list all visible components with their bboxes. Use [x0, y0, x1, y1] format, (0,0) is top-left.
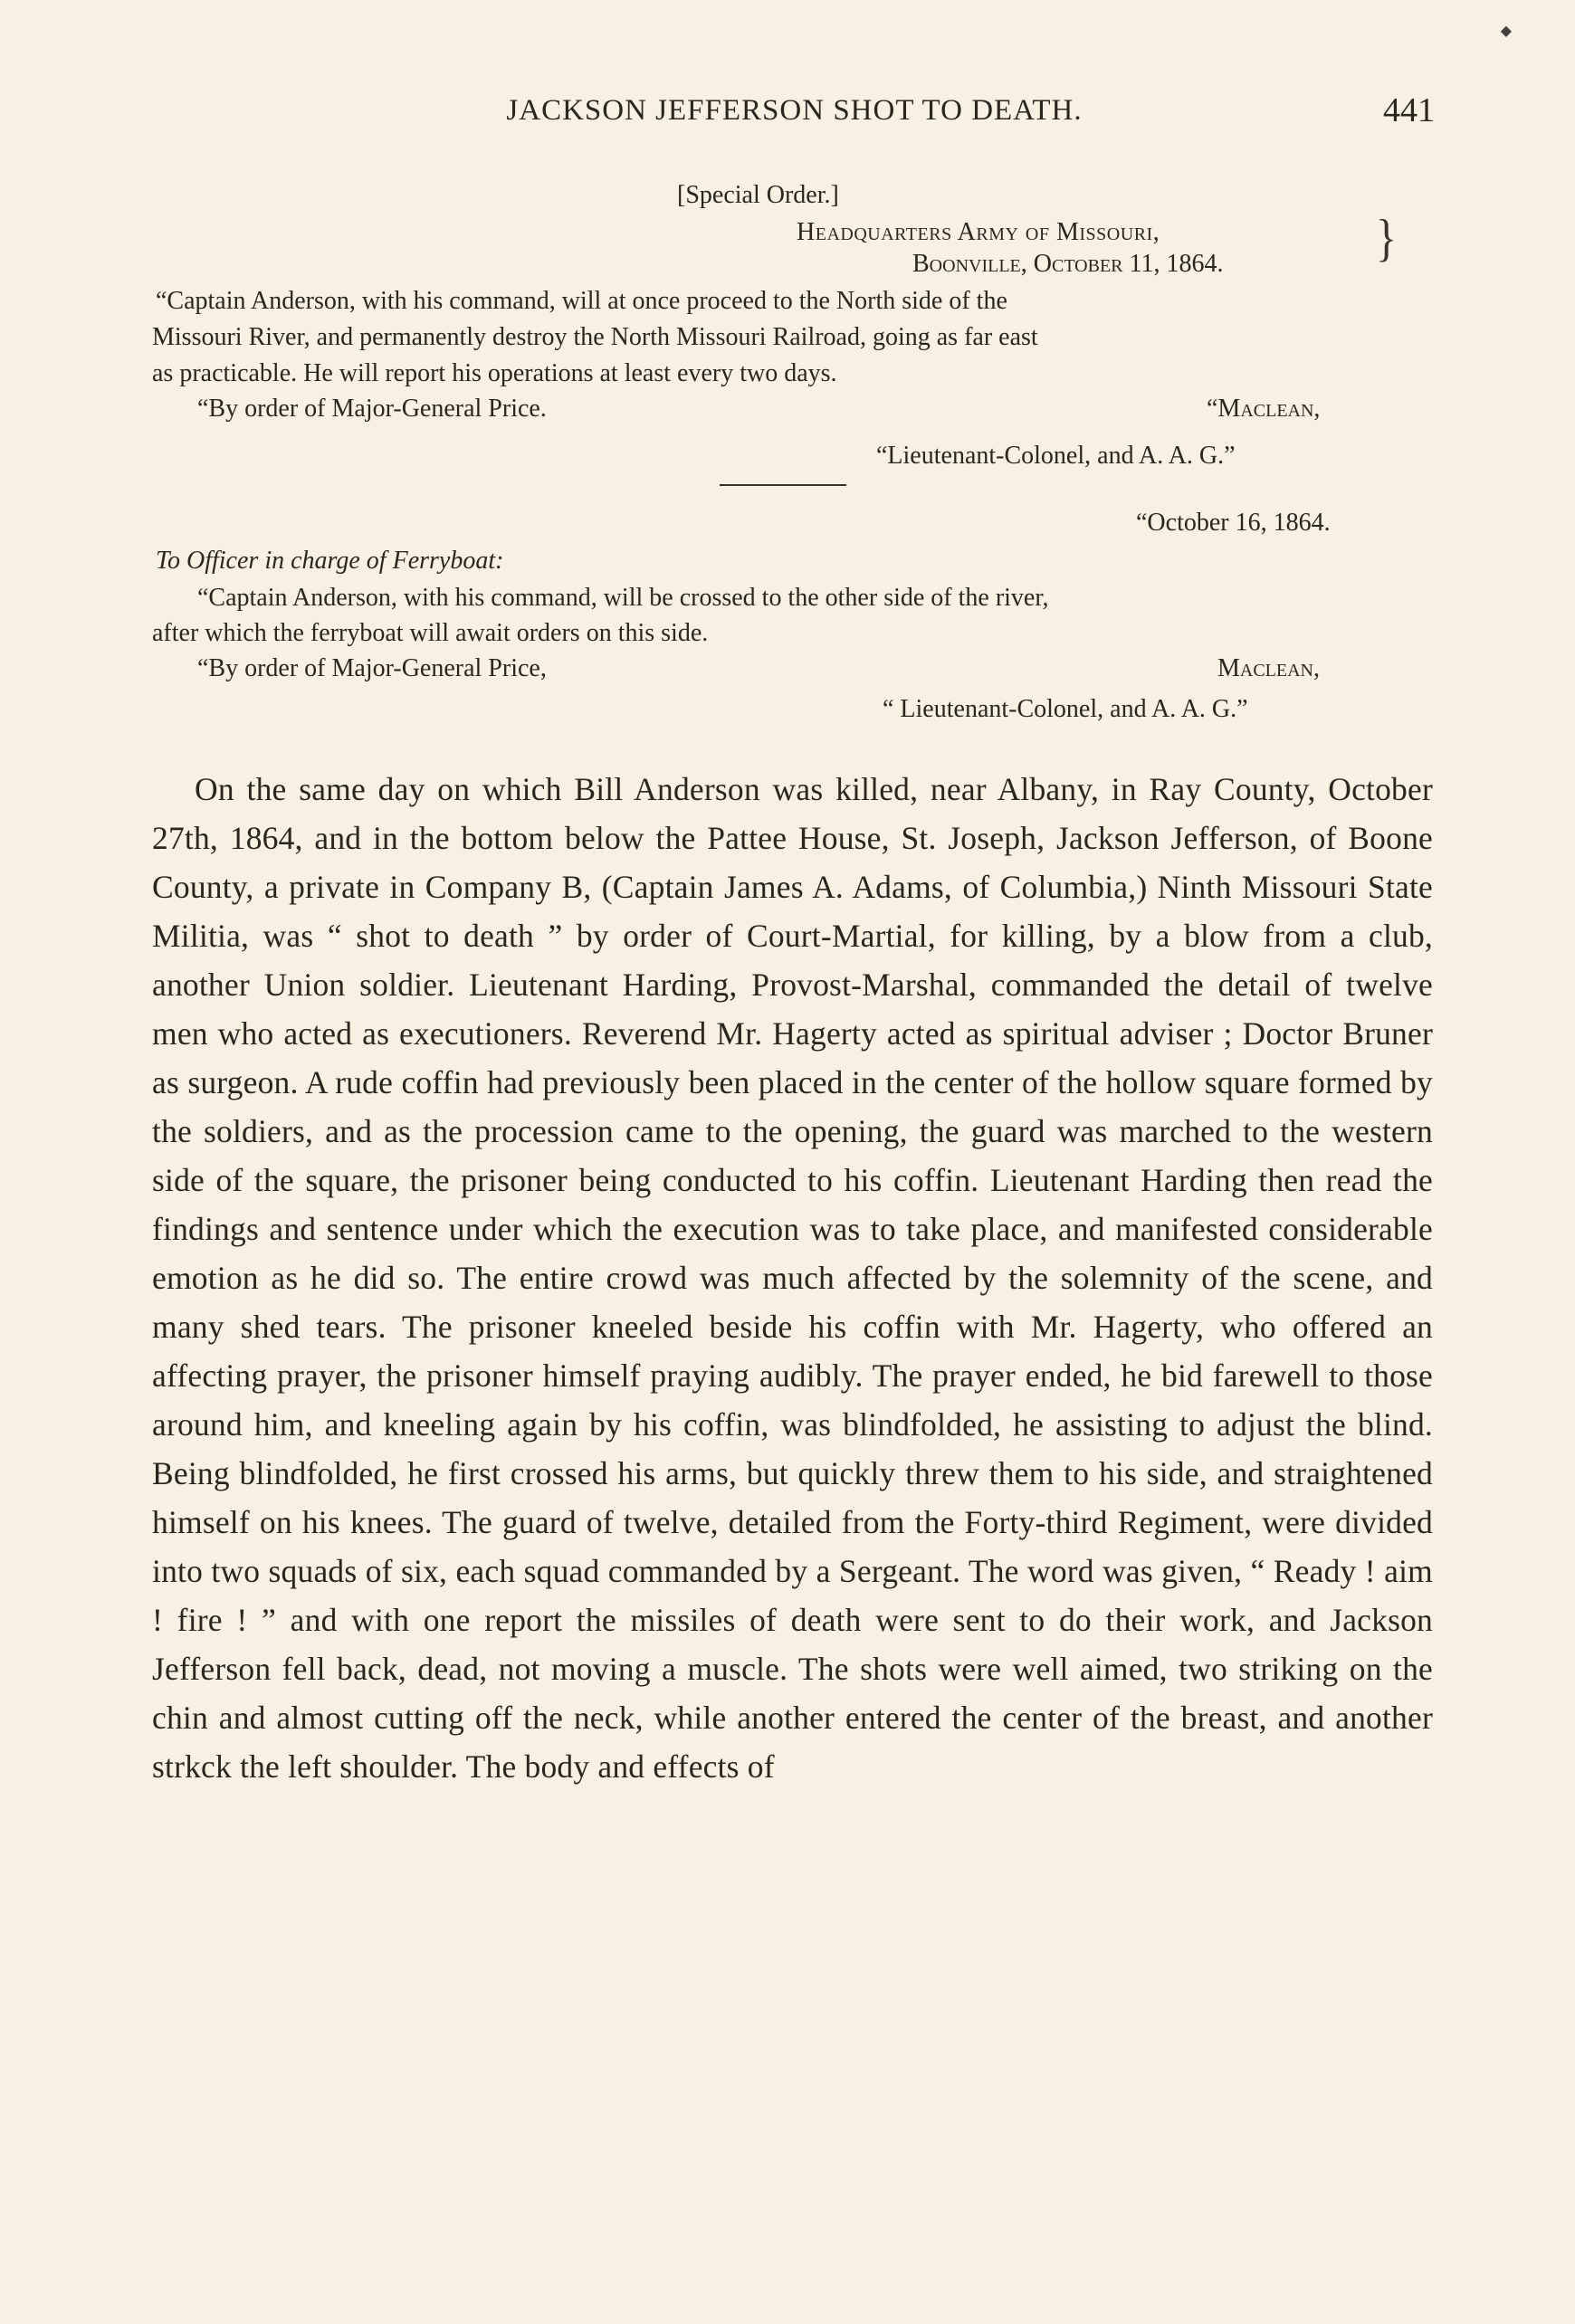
main-paragraph: On the same day on which Bill Anderson was killed, near Albany, in Ray County, October 27th, 1864, and in the bottom below the Pattee House, St. Joseph, Jackson Jefferson, of Boone County, a private in Company B, (Captain James A. Adams, of Columbia,) Ninth Missouri State Militia, was “ shot to death ” by order of Court-Martial, for killing, by a blow from a club, another Union soldier. Lieutenant Harding, Provost-Marshal, commanded the detail of twelve men who acted as executioners. Reverend Mr. Hagerty acted as spiritual adviser ; Doctor Bruner as surgeon. A rude coffin had previously been placed in the center of the hollow square formed by the soldiers, and as the procession came to the opening, the guard was marched to the western side of the square, the prisoner being conducted to his coffin. Lieutenant Harding then read the findings and sentence under which the execution was to take place, and manifested considerable emotion as he did so. The entire crowd was much affected by the solemnity of the scene, and many shed tears. The prisoner kneeled beside his coffin with Mr. Hagerty, who offered an affecting prayer, the prisoner himself praying audibly. The prayer ended, he bid farewell to those around him, and kneeling again by his coffin, was blindfolded, he assisting to adjust the blind. Being blindfolded, he first crossed his arms, but quickly threw them to his side, and straightened himself on his knees. The guard of twelve, detailed from the Forty-third Regiment, were divided into two squads of six, each squad commanded by a Sergeant. The word was given, “ Ready ! aim ! fire ! ” and with one report the missiles of death were sent to do their work, and Jackson Jefferson fell back, dead, not moving a muscle. The shots were well aimed, two striking on the chin and almost cutting off the neck, while another entered the center of the breast, and another strkck the left shoulder. The body and effects of [152, 771, 1433, 1785]
order2-signer: Maclean, [1217, 654, 1320, 682]
order1-signer: “Maclean, [1207, 395, 1321, 423]
order2-body-line-2: after which the ferryboat will await orders on this side. [152, 619, 709, 647]
order2-addressee: To Officer in charge of Ferryboat: [156, 547, 504, 575]
section-divider [720, 484, 846, 486]
order1-signer-title: “Lieutenant-Colonel, and A. A. G.” [876, 442, 1236, 470]
location-date-line [912, 246, 1223, 281]
page-header [154, 90, 1435, 145]
page-mark-icon: ◆ [1500, 24, 1512, 39]
location-date-text: Boonville, October 11, 1864. [912, 250, 1224, 278]
order2-date: “October 16, 1864. [1136, 509, 1331, 537]
order1-by-order: “By order of Major-General Price. [197, 395, 547, 423]
order2-by-order: “By order of Major-General Price, [197, 654, 547, 682]
special-order-label: [Special Order.] [677, 181, 839, 209]
page-number: 441 [1383, 91, 1435, 129]
order1-body-line-3: as practicable. He will report his operations at least every two days. [152, 359, 837, 387]
running-title: JACKSON JEFFERSON SHOT TO DEATH. [506, 94, 1083, 127]
order1-body-line-2: Missouri River, and permanently destroy the North Missouri Railroad, going as far east [152, 323, 1038, 351]
order2-signer-title: “ Lieutenant-Colonel, and A. A. G.” [883, 695, 1248, 723]
order1-body-line-1: “Captain Anderson, with his command, will at once proceed to the North side of the [156, 287, 1007, 315]
order2-body-line-1: “Captain Anderson, with his command, will be crossed to the other side of the river, [197, 584, 1049, 612]
headquarters-line: Headquarters Army of Missouri, [797, 218, 1160, 246]
brace-icon: } [1376, 209, 1398, 268]
